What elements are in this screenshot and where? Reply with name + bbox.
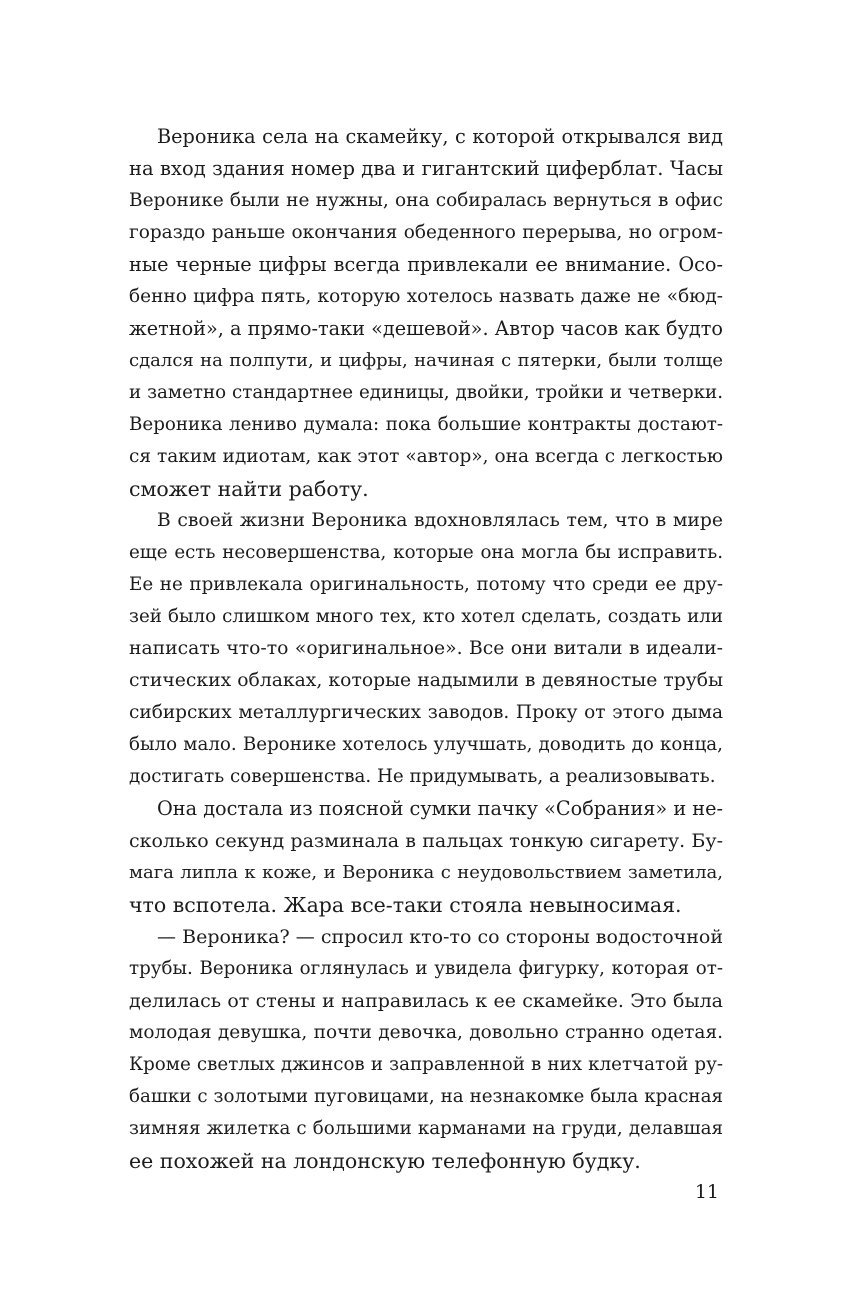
text-line: Ее не привлекала оригинальность, потому что среди ее дру- (129, 574, 723, 595)
text-line: бенно цифра пять, которую хотелось назвать даже не «бюд- (129, 286, 723, 307)
paragraph (129, 921, 723, 1177)
text-line: сибирских металлургических заводов. Проку от этого дыма (129, 702, 723, 723)
text-line: жетной», а прямо-таки «дешевой». Автор часов как будто (129, 317, 723, 340)
paragraph (129, 505, 723, 793)
text-line: сможет найти работу. (129, 477, 369, 501)
text-line: трубы. Вероника оглянулась и увидела фигурку, которая от- (129, 958, 723, 979)
text-line: Кроме светлых джинсов и заправленной в них клетчатой ру- (129, 1054, 723, 1075)
text-line: сколько секунд разминала в пальцах тонкую сигарету. Бу- (129, 830, 723, 852)
text-line: зимняя жилетка с большими карманами на груди, делавшая (129, 1118, 723, 1139)
text-line: достигать совершенства. Не придумывать, а реализовывать. (129, 766, 716, 787)
text-line: башки с золотыми пуговицами, на незнакомке была красная (129, 1086, 723, 1107)
text-line: мага липла к коже, и Вероника с неудовольствием заметила, (129, 862, 723, 883)
text-line: ся таким идиотам, как этот «автор», она всегда с легкостью (129, 446, 723, 467)
text-line: ее похожей на лондонскую телефонную будку. (129, 1149, 641, 1173)
text-line: стических облаках, которые надымили в девяностые трубы (129, 670, 723, 691)
text-line: что вспотела. Жара все-таки стояла невыносимая. (129, 893, 682, 917)
text-line: написать что-то «оригинальное». Все они витали в идеали- (129, 638, 723, 659)
text-line: было мало. Веронике хотелось улучшать, доводить до конца, (129, 734, 723, 755)
text-line: и заметно стандартнее единицы, двойки, тройки и четверки. (129, 382, 723, 403)
text-line: на вход здания номер два и гигантский циферблат. Часы (129, 157, 723, 180)
text-line: еще есть несовершенства, которые она могла бы исправить. (129, 542, 723, 563)
paragraph (129, 793, 723, 921)
text-line: Вероника села на скамейку, с которой открывался вид (157, 125, 723, 148)
text-line: Она достала из поясной сумки пачку «Собрания» и не- (157, 797, 723, 820)
page-number: 11 (694, 1181, 719, 1203)
text-line: зей было слишком много тех, кто хотел сделать, создать или (129, 606, 723, 627)
text-line: Вероника лениво думала: пока большие контракты достают- (129, 414, 723, 435)
body-text (129, 121, 723, 1177)
text-line: В своей жизни Вероника вдохновлялась тем, что в мире (157, 510, 723, 531)
text-line: — Вероника? — спросил кто-то со стороны водосточной (157, 926, 723, 948)
text-line: ные черные цифры всегда привлекали ее внимание. Осо- (129, 253, 723, 276)
text-line: Веронике были не нужны, она собиралась вернуться в офис (129, 190, 723, 211)
text-line: сдался на полпути, и цифры, начиная с пятерки, были толще (129, 350, 723, 371)
text-line: гораздо раньше окончания обеденного перерыва, но огром- (129, 222, 723, 243)
text-line: молодая девушка, почти девочка, довольно странно одетая. (129, 1022, 723, 1043)
paragraph (129, 121, 723, 505)
text-line: делилась от стены и направилась к ее скамейке. Это была (129, 990, 723, 1012)
